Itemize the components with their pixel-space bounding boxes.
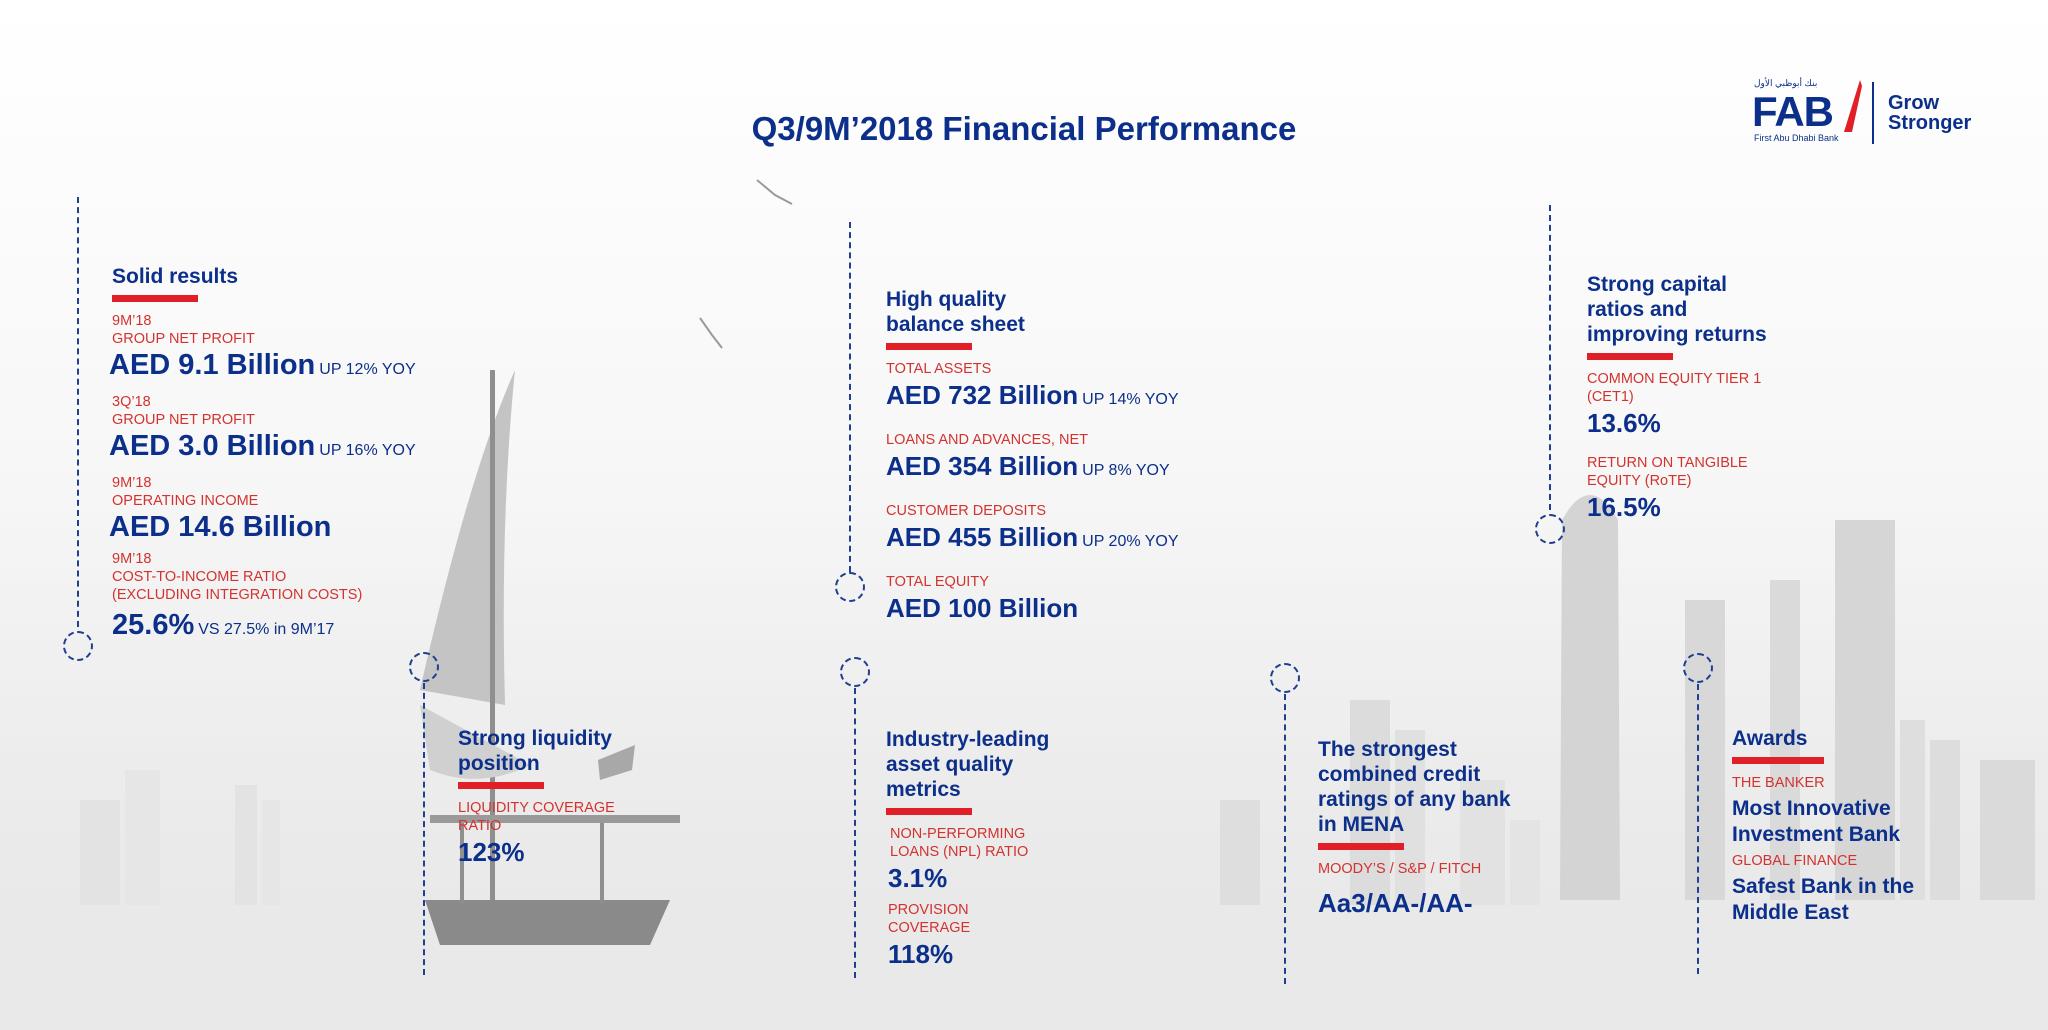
logo-tagline-line2: Stronger [1888,112,1972,134]
metric-note: VS 27.5% in 9M’17 [198,621,335,638]
section-heading-line2: position [458,752,540,775]
heading-underline [886,343,972,350]
section-heading-line2: asset quality [886,753,1014,776]
award-title-line1: Most Innovative [1732,797,1891,820]
logo-tagline-line1: Grow [1888,92,1940,114]
section-heading: Awards [1732,727,1808,750]
metric-value [112,608,452,647]
metric-note: UP 16% YOY [319,442,416,459]
logo-arabic-text: بنك أبوظبي الأول [1754,78,1818,88]
metric-value: Aa3/AA-/AA- [1318,888,1473,918]
metric-period: 9M’18 [112,313,152,329]
metric-value [886,449,1226,488]
section-heading-line2: ratios and [1587,298,1688,321]
award-title-line2: Investment Bank [1732,823,1901,846]
metric-value: 118% [888,939,954,969]
section-heading-line2: balance sheet [886,313,1025,336]
metric-label: NON-PERFORMING [890,826,1026,842]
logo-tagline [1888,93,1971,133]
metric-item [1587,454,1847,524]
metric-note: UP 20% YOY [1082,533,1179,550]
metric-label: MOODY’S / S&P / FITCH [1318,861,1482,877]
section-heading: Solid results [112,265,239,288]
connector-line [1284,694,1286,984]
metric-label: LIQUIDITY COVERAGE [458,800,615,816]
metric-value: 123% [458,837,525,867]
metric-value: AED 14.6 Billion [109,511,332,543]
metric-value [109,348,452,387]
connector-line [854,688,856,978]
metric-period: 3Q’18 [112,394,151,410]
metric-value-text: AED 9.1 Billion [109,349,316,381]
section-heading-line1: High quality [886,288,1007,311]
capital-section [1587,272,1847,524]
connector-ring [1535,514,1565,544]
fab-logo [1752,78,1992,148]
metric-item [886,502,1226,559]
metric-value [109,429,452,468]
metric-label: GROUP NET PROFIT [112,412,255,428]
metric-item [888,901,1126,971]
award-title-line1: Safest Bank in the [1732,875,1915,898]
section-heading-line3: metrics [886,778,961,801]
metric-item [890,825,1126,895]
heading-underline [458,782,544,789]
metric-label: COMMON EQUITY TIER 1 [1587,371,1762,387]
connector-ring [1270,663,1300,693]
metric-value-text: 25.6% [112,609,195,641]
metric-value [886,520,1226,559]
credit-ratings-section [1318,737,1538,920]
metric-label: RETURN ON TANGIBLE [1587,455,1748,471]
connector-line [77,197,79,627]
logo-divider [1872,82,1874,144]
connector-ring [835,572,865,602]
award-item [1732,774,1952,848]
logo-subtitle: First Abu Dhabi Bank [1754,133,1839,143]
metric-item [1587,370,1847,440]
metric-label-2: LOANS (NPL) RATIO [890,844,1029,860]
solid-results-section [109,264,452,647]
award-source: THE BANKER [1732,775,1825,791]
metric-value-text: AED 455 Billion [886,522,1079,552]
metric-item [109,312,452,387]
metric-label-2: (EXCLUDING INTEGRATION COSTS) [112,587,363,603]
metric-value: 13.6% [1587,408,1661,438]
liquidity-section [458,726,688,869]
metric-label: OPERATING INCOME [112,493,259,509]
metric-value: 16.5% [1587,492,1661,522]
metric-label: LOANS AND ADVANCES, NET [886,432,1088,448]
metric-label-2: RATIO [458,818,502,834]
metric-period: 9M’18 [112,551,152,567]
metric-item [886,360,1226,417]
section-heading-line3: ratings of any bank [1318,788,1511,811]
heading-underline [886,808,972,815]
section-heading-line1: Strong liquidity [458,727,612,750]
metric-item [886,573,1226,625]
page-title: Q3/9M’2018 Financial Performance [751,110,1297,147]
connector-line [423,683,425,975]
section-heading-line3: improving returns [1587,323,1767,346]
metric-item [886,431,1226,488]
metric-label: TOTAL ASSETS [886,361,992,377]
connector-line [849,222,851,572]
metric-period: 9M’18 [112,475,152,491]
section-heading-line1: Strong capital [1587,273,1728,296]
heading-underline [112,295,198,302]
metric-label: TOTAL EQUITY [886,574,989,590]
metric-value: 3.1% [888,863,948,893]
metric-value-text: AED 732 Billion [886,380,1079,410]
metric-label: CUSTOMER DEPOSITS [886,503,1047,519]
metric-note: UP 14% YOY [1082,391,1179,408]
logo-slash-icon [1840,80,1862,132]
connector-line [1697,684,1699,974]
awards-section [1732,726,1952,926]
metric-item [109,393,452,468]
connector-ring [840,657,870,687]
metric-value: AED 100 Billion [886,593,1079,623]
balance-sheet-section [886,287,1226,625]
metric-value [886,378,1226,417]
heading-underline [1587,353,1673,360]
metric-label-2: COVERAGE [888,920,971,936]
metric-label: PROVISION [888,902,969,918]
metric-label-2: EQUITY (RoTE) [1587,473,1692,489]
logo-mark: FAB [1752,88,1833,135]
metric-note: UP 8% YOY [1082,462,1170,479]
section-heading-line4: in MENA [1318,813,1405,836]
section-heading-line1: Industry-leading [886,728,1050,751]
connector-ring [63,631,93,661]
section-heading-line1: The strongest [1318,738,1457,761]
asset-quality-section [886,727,1126,971]
heading-underline [1732,757,1824,764]
metric-label: GROUP NET PROFIT [112,331,255,347]
award-title-line2: Middle East [1732,901,1849,924]
metric-value-text: AED 3.0 Billion [109,430,316,462]
award-item [1732,852,1952,926]
heading-underline [1318,843,1404,850]
metric-item [112,550,452,647]
metric-value-text: AED 354 Billion [886,451,1079,481]
connector-ring [1683,653,1713,683]
section-heading-line2: combined credit [1318,763,1481,786]
award-source: GLOBAL FINANCE [1732,853,1858,869]
metric-label-2: (CET1) [1587,389,1634,405]
connector-ring [409,652,439,682]
metric-label: COST-TO-INCOME RATIO [112,569,287,585]
connector-line [1549,205,1551,510]
metric-item [109,474,452,544]
metric-note: UP 12% YOY [319,361,416,378]
